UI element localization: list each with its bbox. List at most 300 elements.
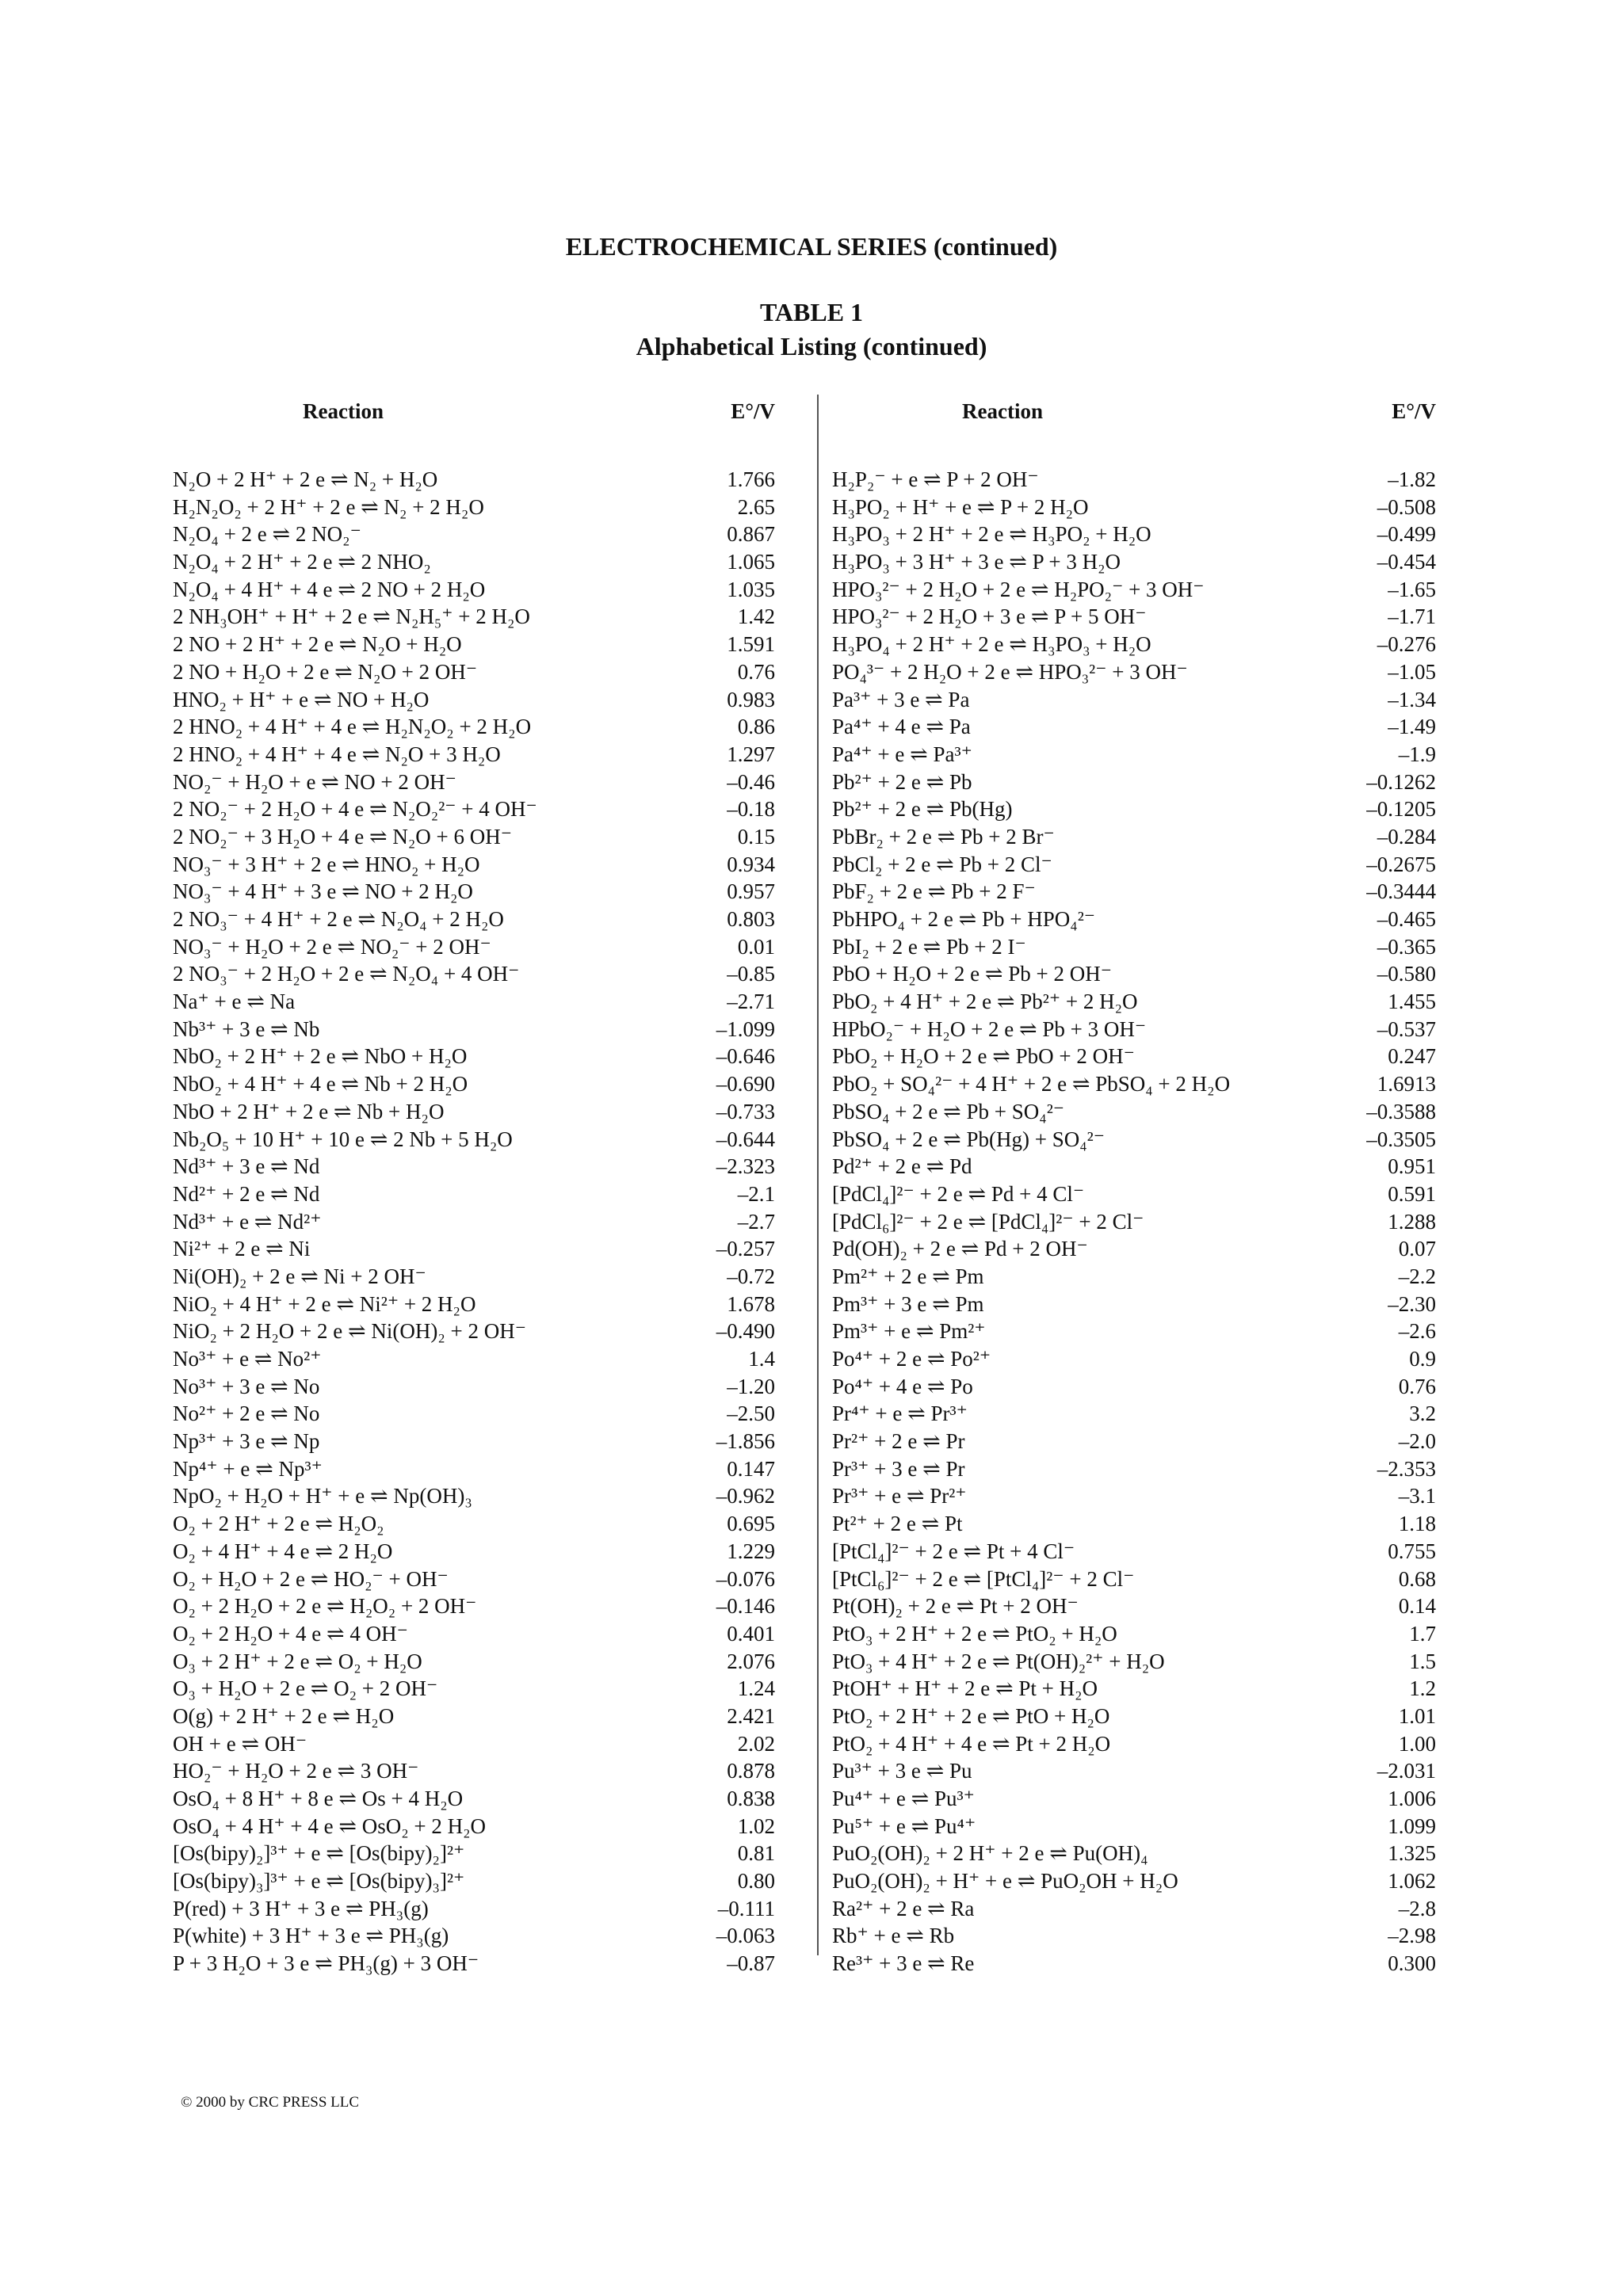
table-row xyxy=(173,1180,775,1208)
reaction-text: No³⁺ + 3 e ⇌ No xyxy=(173,1374,320,1398)
table-row xyxy=(173,1922,775,1950)
reaction-text: Nd³⁺ + 3 e ⇌ Nd xyxy=(173,1154,320,1179)
table-row xyxy=(832,1263,1436,1291)
table-row xyxy=(832,686,1436,714)
potential-value: –0.1205 xyxy=(1366,797,1436,822)
table-row xyxy=(173,1538,775,1566)
table-row xyxy=(173,1016,775,1043)
potential-value: 0.86 xyxy=(737,715,775,739)
reaction-text: Ni²⁺ + 2 e ⇌ Ni xyxy=(173,1237,311,1261)
potential-value: 0.755 xyxy=(1388,1539,1436,1563)
potential-value: 0.9 xyxy=(1409,1347,1436,1371)
table-row xyxy=(832,851,1436,879)
table-row xyxy=(173,466,775,494)
table-row xyxy=(173,631,775,658)
table-row xyxy=(832,1730,1436,1758)
potential-value: 0.951 xyxy=(1388,1154,1436,1179)
right-row-list xyxy=(832,466,1436,1978)
table-row xyxy=(832,1373,1436,1401)
potential-value: 0.81 xyxy=(737,1841,775,1866)
reaction-text: NiO₂ + 2 H₂O + 2 e ⇌ Ni(OH)₂ + 2 OH⁻ xyxy=(173,1319,527,1344)
potential-value: 1.297 xyxy=(727,742,775,766)
potential-value: –0.72 xyxy=(727,1264,775,1288)
reaction-text: N₂O + 2 H⁺ + 2 e ⇌ N₂ + H₂O xyxy=(173,467,438,491)
potential-value: –0.733 xyxy=(716,1099,775,1123)
reaction-text: Po⁴⁺ + 4 e ⇌ Po xyxy=(832,1374,973,1398)
potential-value: –2.30 xyxy=(1388,1291,1436,1316)
potential-value: –2.8 xyxy=(1398,1896,1436,1920)
reaction-text: Na⁺ + e ⇌ Na xyxy=(173,990,296,1014)
table-row xyxy=(173,1757,775,1785)
table-row xyxy=(173,769,775,796)
table-row xyxy=(173,1675,775,1703)
potential-value: –0.365 xyxy=(1377,934,1436,959)
reaction-text: Pm²⁺ + 2 e ⇌ Pm xyxy=(832,1264,984,1288)
potential-value: –2.71 xyxy=(727,990,775,1014)
reaction-text: NbO₂ + 2 H⁺ + 2 e ⇌ NbO + H₂O xyxy=(173,1044,468,1069)
table-row xyxy=(832,1180,1436,1208)
table-row xyxy=(173,988,775,1016)
potential-value: 2.076 xyxy=(727,1649,775,1673)
potential-value: 1.035 xyxy=(727,577,775,601)
potential-value: 0.68 xyxy=(1398,1566,1436,1591)
reaction-text: No³⁺ + e ⇌ No²⁺ xyxy=(173,1347,322,1371)
reaction-header: Reaction xyxy=(962,399,1043,423)
reaction-text: O(g) + 2 H⁺ + 2 e ⇌ H₂O xyxy=(173,1703,395,1728)
potential-value: –0.257 xyxy=(716,1237,775,1261)
reaction-text: NO₃⁻ + 4 H⁺ + 3 e ⇌ NO + 2 H₂O xyxy=(173,879,473,904)
reaction-text: Pu³⁺ + 3 e ⇌ Pu xyxy=(832,1759,972,1783)
copyright-footer: © 2000 by CRC PRESS LLC xyxy=(181,2094,360,2111)
potential-value: 0.983 xyxy=(727,687,775,711)
reaction-text: Np⁴⁺ + e ⇌ Np³⁺ xyxy=(173,1456,323,1481)
table-row xyxy=(173,1400,775,1428)
potential-value: 0.147 xyxy=(727,1456,775,1481)
potential-value: 1.766 xyxy=(727,467,775,491)
reaction-text: NiO₂ + 4 H⁺ + 2 e ⇌ Ni²⁺ + 2 H₂O xyxy=(173,1291,476,1316)
potential-value: –0.276 xyxy=(1377,632,1436,657)
table-row xyxy=(832,548,1436,576)
reaction-text: H₃PO₃ + 3 H⁺ + 3 e ⇌ P + 3 H₂O xyxy=(832,550,1121,574)
reaction-text: PbSO₄ + 2 e ⇌ Pb(Hg) + SO₄²⁻ xyxy=(832,1127,1106,1151)
page-title: ELECTROCHEMICAL SERIES (continued) xyxy=(565,232,1058,261)
potential-value: –2.6 xyxy=(1398,1319,1436,1344)
reaction-text: PbBr₂ + 2 e ⇌ Pb + 2 Br⁻ xyxy=(832,824,1055,849)
table-row xyxy=(832,1016,1436,1043)
table-row xyxy=(832,1922,1436,1950)
potential-value: 0.300 xyxy=(1388,1951,1436,1976)
table-row xyxy=(832,1510,1436,1538)
reaction-text: H₂N₂O₂ + 2 H⁺ + 2 e ⇌ N₂ + 2 H₂O xyxy=(173,494,484,519)
reaction-text: PbHPO₄ + 2 e ⇌ Pb + HPO₄²⁻ xyxy=(832,907,1096,931)
reaction-text: PuO₂(OH)₂ + 2 H⁺ + 2 e ⇌ Pu(OH)₄ xyxy=(832,1841,1148,1866)
potential-value: –0.3505 xyxy=(1366,1127,1436,1151)
potential-value: –2.323 xyxy=(716,1154,775,1179)
reaction-text: Pm³⁺ + 3 e ⇌ Pm xyxy=(832,1291,984,1316)
table-row xyxy=(832,1648,1436,1676)
potential-value: –1.20 xyxy=(727,1374,775,1398)
table-row xyxy=(173,960,775,988)
table-row xyxy=(832,1126,1436,1154)
table-row xyxy=(832,1757,1436,1785)
table-row xyxy=(832,1455,1436,1483)
potential-value: –0.063 xyxy=(716,1924,775,1948)
reaction-text: PuO₂(OH)₂ + H⁺ + e ⇌ PuO₂OH + H₂O xyxy=(832,1869,1178,1894)
table-row xyxy=(173,1126,775,1154)
potential-value: –1.34 xyxy=(1388,687,1436,711)
potential-value: 1.455 xyxy=(1388,990,1436,1014)
table-row xyxy=(832,1950,1436,1978)
potential-value: 1.42 xyxy=(737,605,775,629)
reaction-text: Pu⁵⁺ + e ⇌ Pu⁴⁺ xyxy=(832,1814,976,1838)
reaction-text: Ra²⁺ + 2 e ⇌ Ra xyxy=(832,1896,975,1920)
reaction-text: NpO₂ + H₂O + H⁺ + e ⇌ Np(OH)₃ xyxy=(173,1484,472,1508)
reaction-text: Re³⁺ + 3 e ⇌ Re xyxy=(832,1951,975,1976)
potential-value: –0.1262 xyxy=(1366,769,1436,794)
potential-value: 1.02 xyxy=(737,1814,775,1838)
table-row xyxy=(173,1070,775,1098)
potential-value: –3.1 xyxy=(1398,1484,1436,1508)
potential-value: –0.508 xyxy=(1377,494,1436,519)
potential-value: 0.247 xyxy=(1388,1044,1436,1069)
potential-value: 1.7 xyxy=(1409,1621,1436,1646)
reaction-text: NO₂⁻ + H₂O + e ⇌ NO + 2 OH⁻ xyxy=(173,769,456,794)
table-row xyxy=(832,1538,1436,1566)
potential-value: 2.421 xyxy=(727,1703,775,1728)
potential-value: –2.98 xyxy=(1388,1924,1436,1948)
reaction-text: Ni(OH)₂ + 2 e ⇌ Ni + 2 OH⁻ xyxy=(173,1264,426,1288)
potential-value: –1.856 xyxy=(716,1429,775,1454)
table-row xyxy=(173,713,775,741)
table-row xyxy=(173,1318,775,1345)
table-row xyxy=(832,1620,1436,1648)
table-row xyxy=(173,795,775,823)
potential-value: –0.284 xyxy=(1377,824,1436,849)
table-row xyxy=(173,933,775,961)
reaction-text: PbO₂ + SO₄²⁻ + 4 H⁺ + 2 e ⇌ PbSO₄ + 2 H₂O xyxy=(832,1072,1231,1097)
potential-value: –0.146 xyxy=(716,1594,775,1619)
potential-value: –0.87 xyxy=(727,1951,775,1976)
reaction-text: NO₃⁻ + 3 H⁺ + 2 e ⇌ HNO₂ + H₂O xyxy=(173,852,480,876)
reaction-text: 2 NO + 2 H⁺ + 2 e ⇌ N₂O + H₂O xyxy=(173,632,462,657)
reaction-text: H₃PO₄ + 2 H⁺ + 2 e ⇌ H₃PO₃ + H₂O xyxy=(832,632,1151,657)
potential-value: –2.0 xyxy=(1398,1429,1436,1454)
table-row xyxy=(173,741,775,769)
table-row xyxy=(173,878,775,906)
reaction-text: OsO₄ + 4 H⁺ + 4 e ⇌ OsO₂ + 2 H₂O xyxy=(173,1814,487,1838)
reaction-text: NO₃⁻ + H₂O + 2 e ⇌ NO₂⁻ + 2 OH⁻ xyxy=(173,934,491,959)
table-row xyxy=(173,1785,775,1813)
potential-value: 2.65 xyxy=(737,494,775,519)
reaction-text: PbO + H₂O + 2 e ⇌ Pb + 2 OH⁻ xyxy=(832,962,1112,986)
potential-value: 1.2 xyxy=(1409,1676,1436,1701)
table-row xyxy=(173,1950,775,1978)
potential-value: 1.065 xyxy=(727,550,775,574)
table-row xyxy=(832,1345,1436,1373)
reaction-text: 2 NO + H₂O + 2 e ⇌ N₂O + 2 OH⁻ xyxy=(173,659,478,684)
table-row xyxy=(832,1867,1436,1895)
reaction-text: PbO₂ + 4 H⁺ + 2 e ⇌ Pb²⁺ + 2 H₂O xyxy=(832,990,1138,1014)
potential-value: 1.288 xyxy=(1388,1209,1436,1234)
table-row xyxy=(832,1592,1436,1620)
potential-value: –0.2675 xyxy=(1366,852,1436,876)
potential-value: –0.537 xyxy=(1377,1016,1436,1041)
potential-value: 0.838 xyxy=(727,1787,775,1810)
potential-value: –0.46 xyxy=(727,769,775,794)
reaction-text: 2 HNO₂ + 4 H⁺ + 4 e ⇌ N₂O + 3 H₂O xyxy=(173,742,501,766)
table-row xyxy=(173,1510,775,1538)
reaction-text: [PtCl₄]²⁻ + 2 e ⇌ Pt + 4 Cl⁻ xyxy=(832,1539,1075,1563)
potential-value: –1.65 xyxy=(1388,577,1436,601)
reaction-text: O₂ + 2 H₂O + 2 e ⇌ H₂O₂ + 2 OH⁻ xyxy=(173,1594,477,1619)
table-row xyxy=(832,960,1436,988)
potential-value: 0.591 xyxy=(1388,1181,1436,1206)
reaction-text: Pd(OH)₂ + 2 e ⇌ Pd + 2 OH⁻ xyxy=(832,1237,1088,1261)
table-row xyxy=(173,494,775,521)
potential-value: –1.49 xyxy=(1388,715,1436,739)
potential-value: –2.7 xyxy=(737,1209,775,1234)
reaction-text: PbSO₄ + 2 e ⇌ Pb + SO₄²⁻ xyxy=(832,1099,1065,1123)
potential-value: 1.24 xyxy=(737,1676,775,1701)
table-row xyxy=(173,1730,775,1758)
table-row xyxy=(173,1620,775,1648)
reaction-text: HPO₃²⁻ + 2 H₂O + 3 e ⇌ P + 5 OH⁻ xyxy=(832,605,1147,629)
reaction-text: Pu⁴⁺ + e ⇌ Pu³⁺ xyxy=(832,1787,975,1810)
potential-value: 1.325 xyxy=(1388,1841,1436,1866)
potential-value: –0.644 xyxy=(716,1127,775,1151)
potential-value: 0.934 xyxy=(727,852,775,876)
reaction-text: O₂ + 2 H⁺ + 2 e ⇌ H₂O₂ xyxy=(173,1512,384,1536)
table-row xyxy=(173,823,775,851)
table-row xyxy=(173,548,775,576)
reaction-text: PbCl₂ + 2 e ⇌ Pb + 2 Cl⁻ xyxy=(832,852,1052,876)
right-column xyxy=(832,395,1436,1978)
reaction-text: PO₄³⁻ + 2 H₂O + 2 e ⇌ HPO₃²⁻ + 3 OH⁻ xyxy=(832,659,1188,684)
column-divider xyxy=(817,395,819,1955)
potential-value: 1.6913 xyxy=(1377,1072,1436,1097)
reaction-text: Pa⁴⁺ + e ⇌ Pa³⁺ xyxy=(832,742,972,766)
table-row xyxy=(832,1291,1436,1318)
potential-value: –1.05 xyxy=(1388,659,1436,684)
potential-value: 1.5 xyxy=(1409,1649,1436,1673)
reaction-text: PbF₂ + 2 e ⇌ Pb + 2 F⁻ xyxy=(832,879,1036,904)
reaction-text: 2 NO₂⁻ + 3 H₂O + 4 e ⇌ N₂O + 6 OH⁻ xyxy=(173,824,513,849)
potential-value: 0.07 xyxy=(1398,1237,1436,1261)
table-row xyxy=(173,851,775,879)
reaction-text: 2 NO₃⁻ + 4 H⁺ + 2 e ⇌ N₂O₄ + 2 H₂O xyxy=(173,907,504,931)
potential-value: 0.80 xyxy=(737,1869,775,1894)
reaction-text: Nb³⁺ + 3 e ⇌ Nb xyxy=(173,1016,320,1041)
potential-value: –2.2 xyxy=(1398,1264,1436,1288)
reaction-text: Pr³⁺ + 3 e ⇌ Pr xyxy=(832,1456,965,1481)
potential-value: 0.803 xyxy=(727,907,775,931)
reaction-text: 2 NO₂⁻ + 2 H₂O + 4 e ⇌ N₂O₂²⁻ + 4 OH⁻ xyxy=(173,797,537,822)
reaction-text: NbO + 2 H⁺ + 2 e ⇌ Nb + H₂O xyxy=(173,1099,445,1123)
table-row xyxy=(173,658,775,686)
potential-value: –0.499 xyxy=(1377,522,1436,547)
table-row xyxy=(832,823,1436,851)
table-row xyxy=(832,603,1436,631)
potential-value: –2.031 xyxy=(1377,1759,1436,1783)
reaction-text: No²⁺ + 2 e ⇌ No xyxy=(173,1402,320,1426)
table-row xyxy=(832,878,1436,906)
reaction-text: PbI₂ + 2 e ⇌ Pb + 2 I⁻ xyxy=(832,934,1026,959)
potential-value: 0.401 xyxy=(727,1621,775,1646)
reaction-text: Rb⁺ + e ⇌ Rb xyxy=(832,1924,955,1948)
reaction-text: Pr²⁺ + 2 e ⇌ Pr xyxy=(832,1429,965,1454)
reaction-text: HNO₂ + H⁺ + e ⇌ NO + H₂O xyxy=(173,687,430,711)
table-row xyxy=(173,521,775,548)
table-row xyxy=(832,1703,1436,1730)
reaction-text: Pa³⁺ + 3 e ⇌ Pa xyxy=(832,687,970,711)
reaction-text: PtO₃ + 4 H⁺ + 2 e ⇌ Pt(OH)₂²⁺ + H₂O xyxy=(832,1649,1165,1673)
table-row xyxy=(832,1153,1436,1180)
table-row xyxy=(832,1400,1436,1428)
reaction-text: PtOH⁺ + H⁺ + 2 e ⇌ Pt + H₂O xyxy=(832,1676,1098,1701)
reaction-text: O₂ + 2 H₂O + 4 e ⇌ 4 OH⁻ xyxy=(173,1621,408,1646)
potential-value: 3.2 xyxy=(1409,1402,1436,1426)
reaction-text: HPbO₂⁻ + H₂O + 2 e ⇌ Pb + 3 OH⁻ xyxy=(832,1016,1147,1041)
table-row xyxy=(173,1455,775,1483)
table-row xyxy=(173,686,775,714)
table-row xyxy=(832,576,1436,604)
table-row xyxy=(832,1043,1436,1070)
reaction-text: Pr³⁺ + e ⇌ Pr²⁺ xyxy=(832,1484,967,1508)
left-row-list xyxy=(173,466,775,1978)
potential-value: –0.3444 xyxy=(1366,879,1436,904)
reaction-text: H₃PO₂ + H⁺ + e ⇌ P + 2 H₂O xyxy=(832,494,1089,519)
table-row xyxy=(173,906,775,933)
table-row xyxy=(173,1703,775,1730)
table-row xyxy=(832,1675,1436,1703)
reaction-text: O₂ + 4 H⁺ + 4 e ⇌ 2 H₂O xyxy=(173,1539,393,1563)
table-row xyxy=(832,658,1436,686)
potential-value: 0.867 xyxy=(727,522,775,547)
table-row xyxy=(173,1592,775,1620)
table-row xyxy=(832,906,1436,933)
table-row xyxy=(173,1263,775,1291)
reaction-text: Pr⁴⁺ + e ⇌ Pr³⁺ xyxy=(832,1402,968,1426)
reaction-text: PtO₃ + 2 H⁺ + 2 e ⇌ PtO₂ + H₂O xyxy=(832,1621,1117,1646)
reaction-text: Pb²⁺ + 2 e ⇌ Pb xyxy=(832,769,972,794)
reaction-text: HO₂⁻ + H₂O + 2 e ⇌ 3 OH⁻ xyxy=(173,1759,419,1783)
reaction-text: O₃ + 2 H⁺ + 2 e ⇌ O₂ + H₂O xyxy=(173,1649,422,1673)
table-row xyxy=(173,1867,775,1895)
reaction-text: H₂P₂⁻ + e ⇌ P + 2 OH⁻ xyxy=(832,467,1039,491)
potential-value: 1.062 xyxy=(1388,1869,1436,1894)
table-row xyxy=(832,769,1436,796)
table-row xyxy=(173,1345,775,1373)
reaction-text: NbO₂ + 4 H⁺ + 4 e ⇌ Nb + 2 H₂O xyxy=(173,1072,468,1097)
table-row xyxy=(832,521,1436,548)
potential-value: –1.099 xyxy=(716,1016,775,1041)
potential-value: 1.099 xyxy=(1388,1814,1436,1838)
table-row xyxy=(832,1318,1436,1345)
potential-value: 0.878 xyxy=(727,1759,775,1783)
column-header-row xyxy=(832,395,1436,466)
potential-value: –0.454 xyxy=(1377,550,1436,574)
potential-value: 1.18 xyxy=(1398,1512,1436,1536)
reaction-text: PtO₂ + 4 H⁺ + 4 e ⇌ Pt + 2 H₂O xyxy=(832,1731,1111,1756)
reaction-header: Reaction xyxy=(303,399,384,423)
table-row xyxy=(173,1566,775,1593)
table-row xyxy=(173,1153,775,1180)
reaction-text: Pt(OH)₂ + 2 e ⇌ Pt + 2 OH⁻ xyxy=(832,1594,1079,1619)
potential-value: –1.82 xyxy=(1388,467,1436,491)
table-row xyxy=(832,741,1436,769)
potential-value: 0.957 xyxy=(727,879,775,904)
reaction-text: Pa⁴⁺ + 4 e ⇌ Pa xyxy=(832,715,971,739)
reaction-text: N₂O₄ + 2 e ⇌ 2 NO₂⁻ xyxy=(173,522,361,547)
reaction-text: 2 NH₃OH⁺ + H⁺ + 2 e ⇌ N₂H₅⁺ + 2 H₂O xyxy=(173,605,530,629)
potential-value: 1.01 xyxy=(1398,1703,1436,1728)
potential-value: 1.591 xyxy=(727,632,775,657)
table-row xyxy=(173,1235,775,1263)
table-row xyxy=(173,1373,775,1401)
potential-header: E°/V xyxy=(731,399,775,423)
reaction-text: Nd²⁺ + 2 e ⇌ Nd xyxy=(173,1181,320,1206)
potential-value: –0.85 xyxy=(727,962,775,986)
potential-value: –0.465 xyxy=(1377,907,1436,931)
potential-value: –2.50 xyxy=(727,1402,775,1426)
reaction-text: P(white) + 3 H⁺ + 3 e ⇌ PH₃(g) xyxy=(173,1924,449,1948)
table-row xyxy=(173,603,775,631)
reaction-text: PbO₂ + H₂O + 2 e ⇌ PbO + 2 OH⁻ xyxy=(832,1044,1135,1069)
table-row xyxy=(832,1895,1436,1923)
table-row xyxy=(173,1813,775,1840)
reaction-text: Nb₂O₅ + 10 H⁺ + 10 e ⇌ 2 Nb + 5 H₂O xyxy=(173,1127,513,1151)
potential-value: –0.3588 xyxy=(1366,1099,1436,1123)
potential-header: E°/V xyxy=(1392,399,1436,423)
potential-value: 0.01 xyxy=(737,934,775,959)
potential-value: –2.1 xyxy=(737,1181,775,1206)
reaction-text: N₂O₄ + 2 H⁺ + 2 e ⇌ 2 NHO₂ xyxy=(173,550,431,574)
potential-value: 0.14 xyxy=(1398,1594,1436,1619)
potential-value: –1.71 xyxy=(1388,605,1436,629)
potential-value: 0.76 xyxy=(737,659,775,684)
table-row xyxy=(173,1428,775,1455)
reaction-text: 2 NO₃⁻ + 2 H₂O + 2 e ⇌ N₂O₄ + 4 OH⁻ xyxy=(173,962,520,986)
table-label: TABLE 1 xyxy=(759,298,864,326)
potential-value: –0.111 xyxy=(717,1896,775,1920)
potential-value: –2.353 xyxy=(1377,1456,1436,1481)
potential-value: –0.690 xyxy=(716,1072,775,1097)
table-row xyxy=(832,1208,1436,1236)
reaction-text: O₃ + H₂O + 2 e ⇌ O₂ + 2 OH⁻ xyxy=(173,1676,438,1701)
table-row xyxy=(832,988,1436,1016)
reaction-text: [Os(bipy)₂]³⁺ + e ⇌ [Os(bipy)₂]²⁺ xyxy=(173,1841,465,1866)
table-row xyxy=(832,933,1436,961)
reaction-text: Pt²⁺ + 2 e ⇌ Pt xyxy=(832,1512,963,1536)
table-row xyxy=(173,1648,775,1676)
potential-value: 0.15 xyxy=(737,824,775,849)
table-row xyxy=(832,1428,1436,1455)
potential-value: 1.00 xyxy=(1398,1731,1436,1756)
potential-value: –0.646 xyxy=(716,1044,775,1069)
table-row xyxy=(173,1098,775,1126)
table-row xyxy=(832,466,1436,494)
potential-value: 1.006 xyxy=(1388,1787,1436,1810)
reaction-text: Nd³⁺ + e ⇌ Nd²⁺ xyxy=(173,1209,322,1234)
reaction-text: O₂ + H₂O + 2 e ⇌ HO₂⁻ + OH⁻ xyxy=(173,1566,449,1591)
reaction-text: [PdCl₆]²⁻ + 2 e ⇌ [PdCl₄]²⁻ + 2 Cl⁻ xyxy=(832,1209,1144,1234)
potential-value: 1.229 xyxy=(727,1539,775,1563)
table-row xyxy=(832,795,1436,823)
table-row xyxy=(832,1785,1436,1813)
potential-value: –0.962 xyxy=(716,1484,775,1508)
table-row xyxy=(173,1208,775,1236)
table-row xyxy=(173,1840,775,1867)
